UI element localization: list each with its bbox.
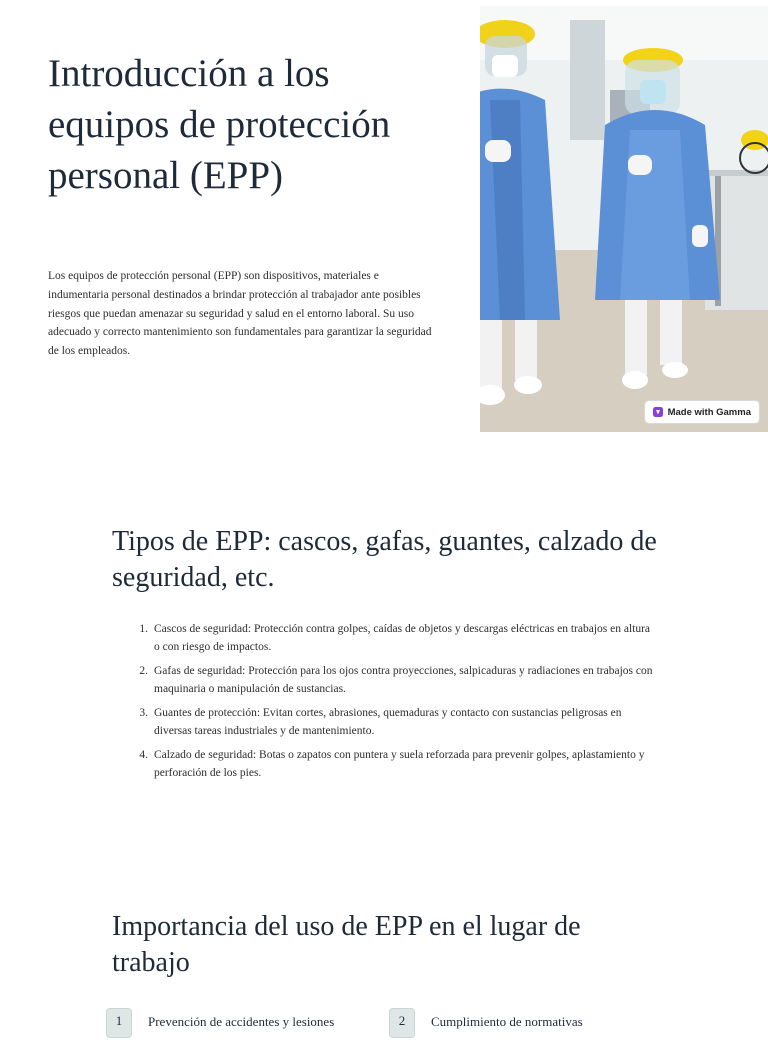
list-item-text: Gafas de seguridad: Protección para los ojos contra proyecciones, salpicaduras y radiaciones en trabajos con maquinaria o manipulación de sustancias. — [154, 665, 653, 695]
list-item-number: 1. — [139, 623, 148, 635]
made-with-gamma-badge[interactable] — [644, 400, 760, 424]
list-item — [112, 662, 657, 698]
types-section-title: Tipos de EPP: cascos, gafas, guantes, calzado de seguridad, etc. — [112, 526, 657, 593]
card-number: 1 — [106, 1008, 132, 1038]
page-title: Introducción a los equipos de protección personal (EPP) — [48, 52, 391, 197]
health-workers-illustration — [480, 0, 768, 432]
hero-section — [0, 0, 768, 432]
list-item-number: 4. — [139, 749, 148, 761]
importance-card — [389, 1008, 583, 1038]
gamma-logo-icon — [653, 407, 663, 417]
importance-card — [106, 1008, 334, 1038]
card-label: Prevención de accidentes y lesiones — [148, 1014, 335, 1029]
list-item-number: 2. — [139, 665, 148, 677]
list-item-text: Cascos de seguridad: Protección contra golpes, caídas de objetos y descargas eléctricas en trabajos en altura o con riesgo de impactos. — [154, 623, 651, 653]
list-item — [112, 746, 657, 782]
hero-photo — [480, 0, 768, 432]
list-item-text: Guantes de protección: Evitan cortes, abrasiones, quemaduras y contacto con sustancias peligrosas en diversas tareas industriales y de mantenimiento. — [154, 707, 622, 737]
list-item — [112, 620, 657, 656]
card-number: 2 — [389, 1008, 415, 1038]
list-item-text: Calzado de seguridad: Botas o zapatos con puntera y suela reforzada para prevenir golpes, aplastamiento y perforación de los pies. — [154, 749, 645, 779]
importance-section-title: Importancia del uso de EPP en el lugar de trabajo — [112, 911, 581, 978]
list-item — [112, 704, 657, 740]
intro-paragraph: Los equipos de protección personal (EPP) son dispositivos, materiales e indumentaria personal destinados a brindar protección al trabajador ante posibles riesgos que puedan amenazar su seguridad y salud en el entorno laboral. Su uso adecuado y correcto mantenimiento son fundamentales para garantizar la seguridad de los empleados. — [48, 270, 432, 358]
importance-cards — [106, 1008, 666, 1048]
types-list — [112, 620, 657, 788]
list-item-number: 3. — [139, 707, 148, 719]
badge-label: Made with Gamma — [667, 406, 751, 418]
card-label: Cumplimiento de normativas — [431, 1014, 583, 1029]
